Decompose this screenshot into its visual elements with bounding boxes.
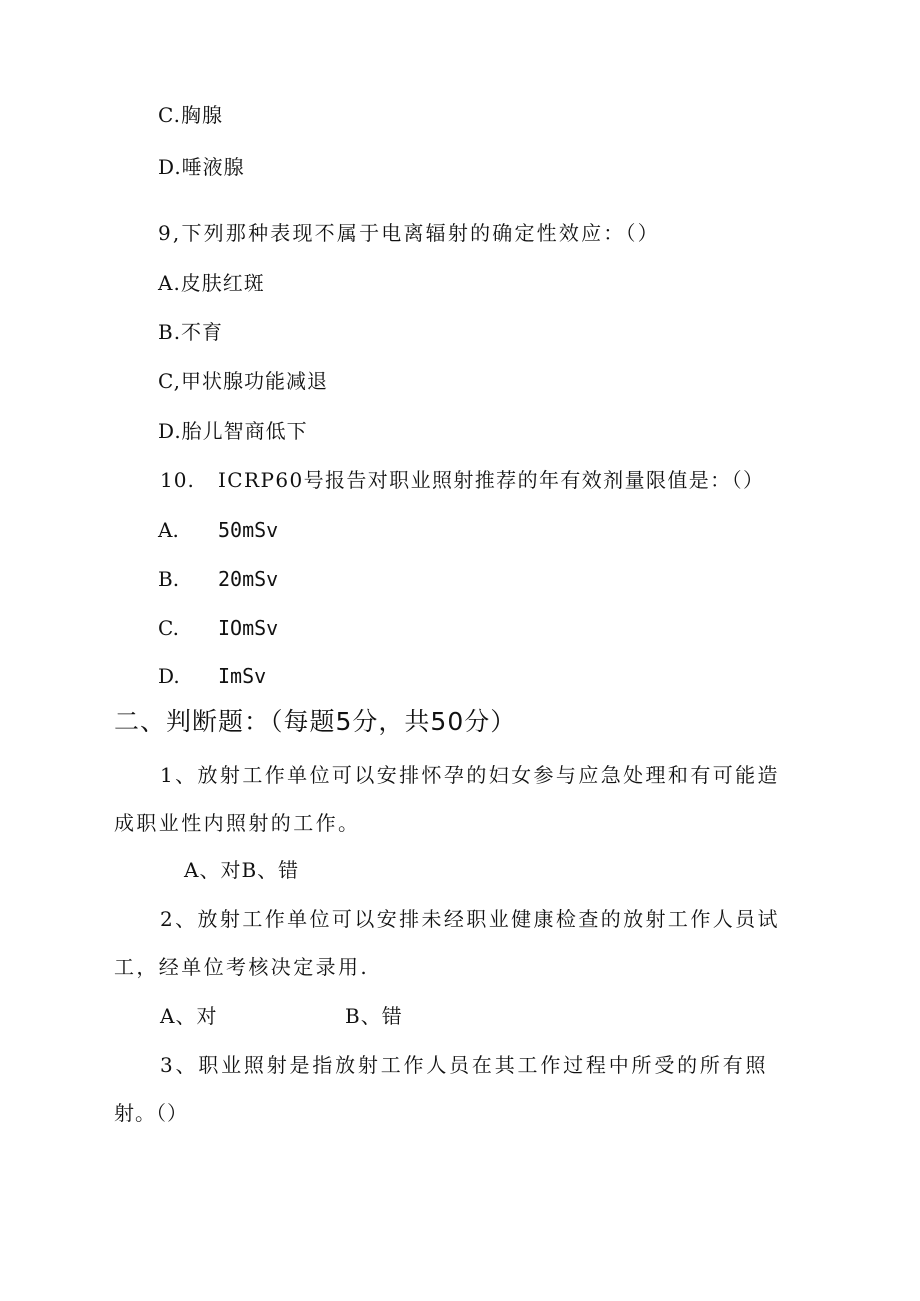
q10-stem: ICRP60号报告对职业照射推荐的年有效剂量限值是：（） bbox=[218, 468, 765, 492]
q9-option-c: C,甲状腺功能减退 bbox=[158, 369, 328, 393]
tf2-line2: 工，经单位考核决定录用. bbox=[114, 955, 370, 979]
q9-option-a: A.皮肤红斑 bbox=[158, 271, 265, 295]
q10-option-letter: A. bbox=[158, 518, 179, 542]
tf2-answer-b: B、错 bbox=[345, 1004, 403, 1028]
q10-option-letter: C. bbox=[158, 616, 179, 640]
q10-option-value: ImSv bbox=[218, 664, 267, 688]
q9-option-d: D.胎儿智商低下 bbox=[158, 419, 308, 443]
tf3-line2: 射。（） bbox=[114, 1101, 188, 1125]
tf1-line2: 成职业性内照射的工作。 bbox=[114, 811, 361, 835]
tf2-line1: 2、放射工作单位可以安排未经职业健康检查的放射工作人员试 bbox=[160, 907, 780, 931]
q8-option-c: C.胸腺 bbox=[158, 103, 223, 127]
q8-option-d: D.唾液腺 bbox=[158, 155, 245, 179]
q10-option-letter: D. bbox=[158, 664, 180, 688]
tf1-answers: A、对B、错 bbox=[184, 858, 300, 882]
tf3-line1: 3、职业照射是指放射工作人员在其工作过程中所受的所有照 bbox=[160, 1053, 769, 1077]
q9-stem: 9,下列那种表现不属于电离辐射的确定性效应：（） bbox=[158, 221, 660, 245]
tf1-line1: 1、放射工作单位可以安排怀孕的妇女参与应急处理和有可能造 bbox=[160, 763, 780, 787]
tf2-answer-a: A、对 bbox=[160, 1004, 218, 1028]
q10-option-value: 50mSv bbox=[218, 518, 279, 542]
q10-option-letter: B. bbox=[158, 567, 180, 591]
q9-option-b: B.不育 bbox=[158, 320, 224, 344]
section-heading: 二、判断题：（每题5分，共50分） bbox=[114, 707, 517, 736]
q10-option-value: 20mSv bbox=[218, 567, 279, 591]
q10-number: 10. bbox=[160, 468, 195, 492]
q10-option-value: IOmSv bbox=[218, 616, 279, 640]
